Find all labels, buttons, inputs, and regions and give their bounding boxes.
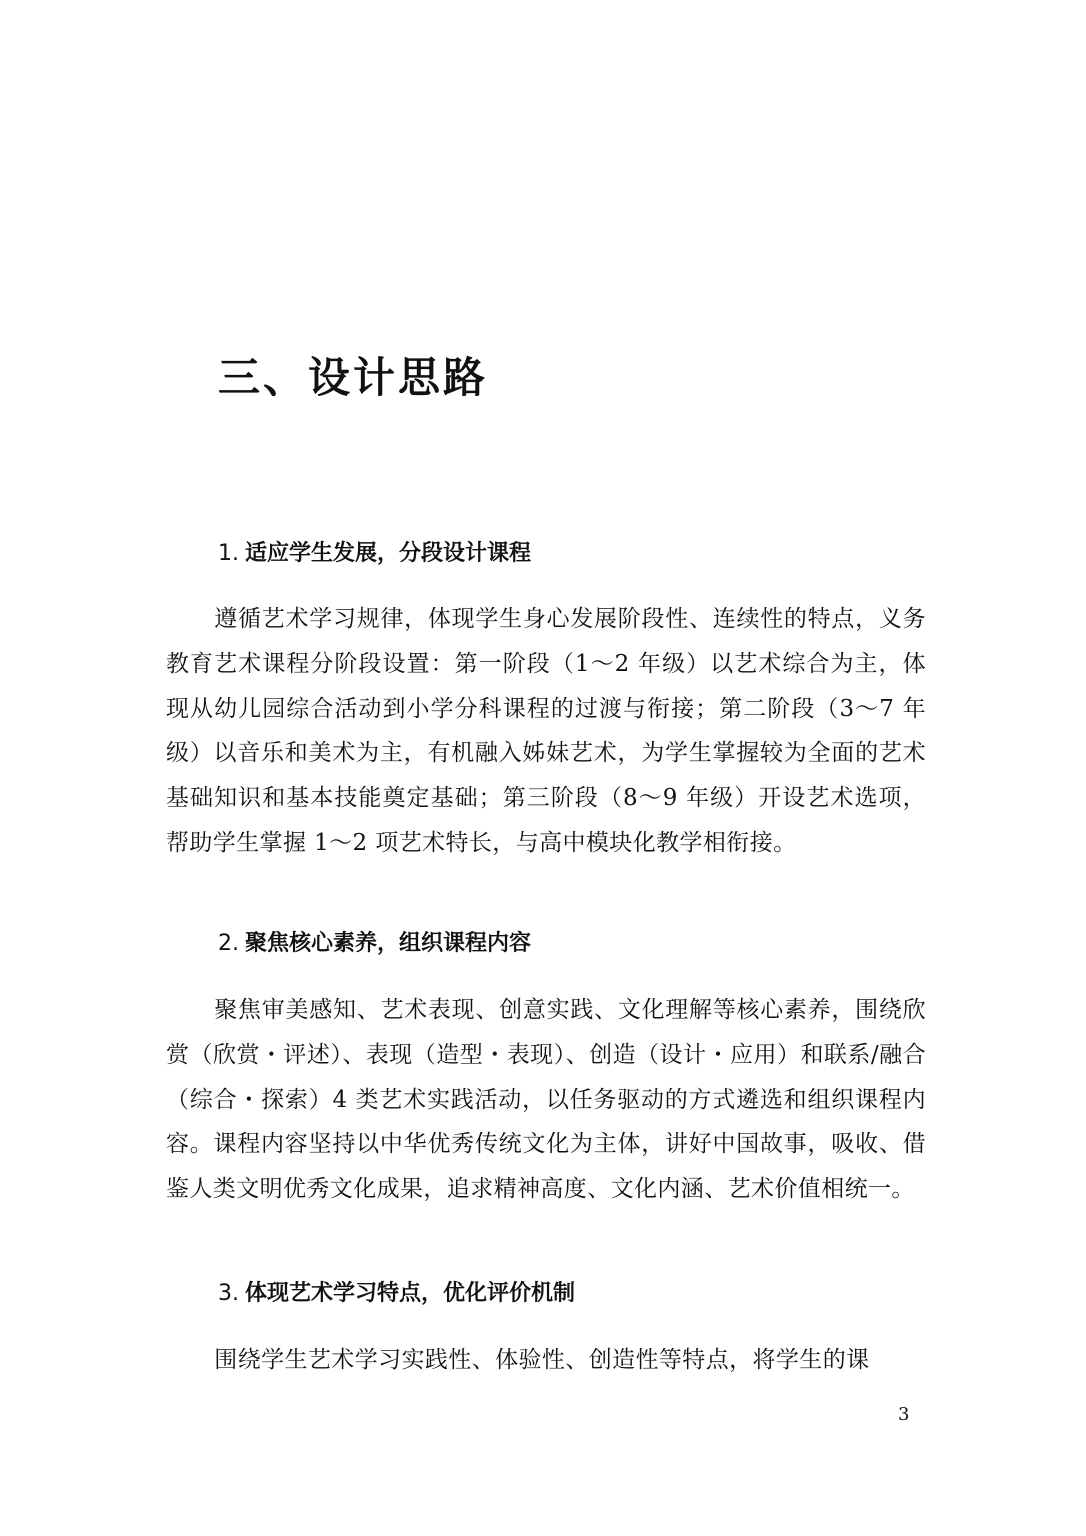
section-title: 体现艺术学习特点，优化评价机制 — [245, 1281, 576, 1306]
section-title: 适应学生发展，分段设计课程 — [245, 541, 532, 566]
page-number: 3 — [898, 1404, 910, 1425]
chapter-title: 三、设计思路 — [218, 353, 489, 402]
section-paragraph-2: 聚焦审美感知、艺术表现、创意实践、文化理解等核心素养，围绕欣赏（欣赏・评述）、表现（造型・表现）、创造（设计・应用）和联系/融合（综合・探索）4 类艺术实践活动，以任务驱动的方式遴选和组织课程内容。课程内容坚持以中华优秀传统文化为主体，讲好中国故事，吸收、借鉴人类文明优秀文化成果，追求精神高度、文化内涵、艺术价值相统一。 — [166, 997, 926, 1203]
section-number: 3. — [218, 1281, 239, 1306]
section-title: 聚焦核心素养，组织课程内容 — [245, 931, 532, 956]
section-number: 2. — [218, 931, 239, 956]
section-heading-2 — [218, 928, 531, 960]
section-heading-3 — [218, 1278, 575, 1310]
section-number: 1. — [218, 541, 239, 566]
section-heading-1 — [218, 538, 531, 570]
section-paragraph-3: 围绕学生艺术学习实践性、体验性、创造性等特点，将学生的课 — [214, 1347, 870, 1373]
section-paragraph-1: 遵循艺术学习规律，体现学生身心发展阶段性、连续性的特点，义务教育艺术课程分阶段设置：第一阶段（1～2 年级）以艺术综合为主，体现从幼儿园综合活动到小学分科课程的过渡与衔接；第二阶段（3～7 年级）以音乐和美术为主，有机融入姊妹艺术，为学生掌握较为全面的艺术基础知识和基本技能奠定基础；第三阶段（8～9 年级）开设艺术选项，帮助学生掌握 1～2 项艺术特长，与高中模块化教学相衔接。 — [166, 606, 926, 856]
